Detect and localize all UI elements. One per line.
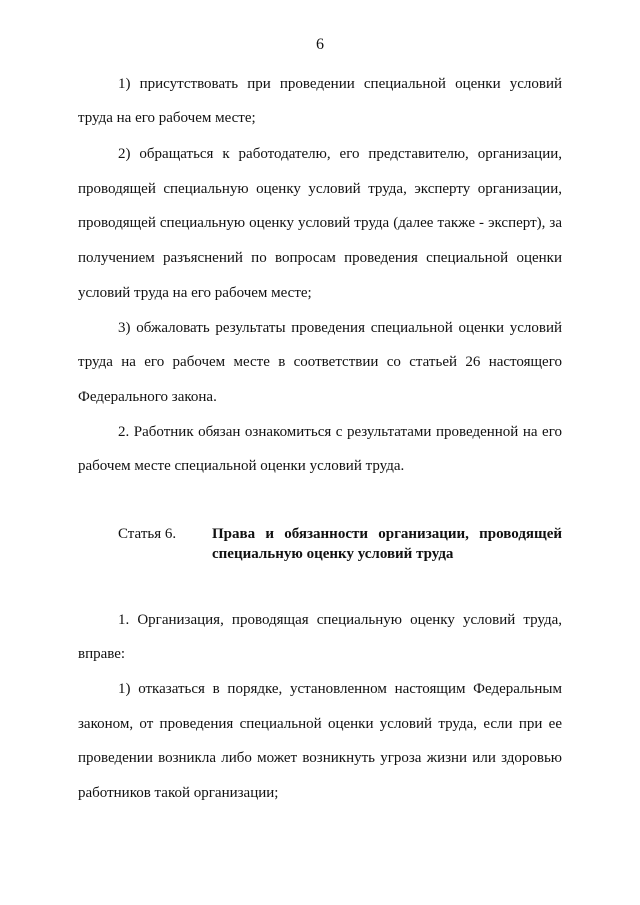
text-line: 1. Организация, проводящая специальную оценку условий труда, [118,612,562,628]
text-line: рабочем месте специальной оценки условий труда. [78,458,405,474]
text-line: получением разъяснений по вопросам проведения специальной оценки [78,250,562,266]
text-line: вправе: [78,646,126,662]
text-line: проводящей специальную оценку условий труда (далее также - эксперт), за [78,215,562,231]
article-title [212,524,562,564]
text-line: труда на его рабочем месте; [78,110,256,126]
text-line: 1) отказаться в порядке, установленном настоящим Федеральным [118,681,562,697]
text-line: проводящей специальную оценку условий труда, эксперту организации, [78,181,562,197]
article-title-line: Права и обязанности организации, проводящей [212,526,562,542]
text-line: работников такой организации; [78,785,279,801]
text-line: Федерального закона. [78,389,217,405]
text-line: 1) присутствовать при проведении специальной оценки условий [118,76,562,92]
text-line: труда на его рабочем месте в соответствии со статьей 26 настоящего [78,354,562,370]
text-line: 2) обращаться к работодателю, его представителю, организации, [118,146,562,162]
text-line: 3) обжаловать результаты проведения специальной оценки условий [118,320,562,336]
article-title-line: специальную оценку условий труда [212,546,454,562]
page-number: 6 [316,36,324,53]
text-line: проведении возникла либо может возникнуть угроза жизни или здоровью [78,750,562,766]
article-label: Статья 6. [118,526,177,542]
text-line: условий труда на его рабочем месте; [78,285,312,301]
text-line: 2. Работник обязан ознакомиться с результатами проведенной на его [118,424,562,440]
text-line: законом, от проведения специальной оценки условий труда, если при ее [78,716,562,732]
